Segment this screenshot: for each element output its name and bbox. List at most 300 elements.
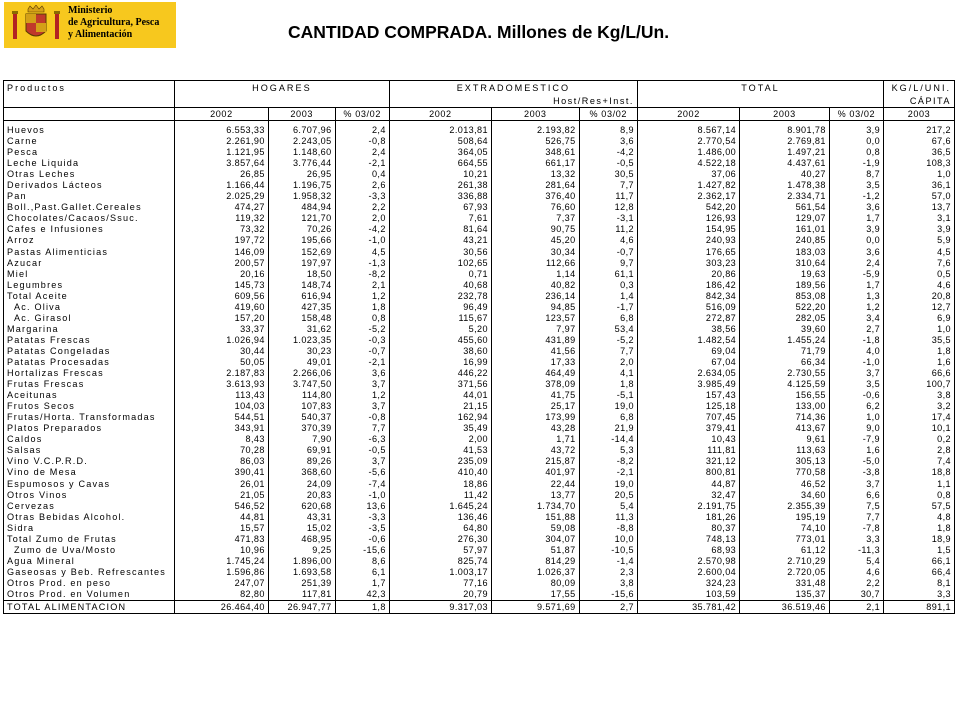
table-row (4, 523, 955, 534)
subheader-cell: 2003 (268, 108, 335, 121)
table-row (4, 357, 955, 368)
table-row (4, 291, 955, 302)
table-cell: 10,0 (579, 534, 637, 545)
table-cell: 1.166,44 (175, 180, 269, 191)
table-cell: 540,37 (268, 412, 335, 423)
product-name: Pan (4, 191, 175, 202)
table-cell: 20,83 (268, 490, 335, 501)
table-cell: 2,3 (579, 567, 637, 578)
table-cell: 18,50 (268, 269, 335, 280)
table-cell: 2.334,71 (740, 191, 830, 202)
table-cell: -1,0 (829, 357, 883, 368)
table-cell: 474,27 (175, 202, 269, 213)
product-name: Legumbres (4, 280, 175, 291)
data-table-container (3, 80, 955, 614)
table-cell: 26,95 (268, 169, 335, 180)
table-cell: 7,61 (389, 213, 491, 224)
table-cell: 2,0 (335, 213, 389, 224)
table-cell: 3,9 (884, 224, 955, 235)
table-cell: 189,56 (740, 280, 830, 291)
table-cell: 21,05 (175, 490, 269, 501)
table-cell: 6,1 (335, 567, 389, 578)
table-cell: 3,3 (884, 589, 955, 601)
table-cell: 86,03 (175, 456, 269, 467)
table-cell: 57,0 (884, 191, 955, 202)
table-cell: 282,05 (740, 313, 830, 324)
product-name: Otras Leches (4, 169, 175, 180)
table-cell: 66,6 (884, 368, 955, 379)
table-cell: 310,64 (740, 258, 830, 269)
table-cell: 6.707,96 (268, 125, 335, 136)
table-cell: 2,1 (829, 601, 883, 614)
table-cell: 1,7 (829, 213, 883, 224)
table-cell: -3,3 (335, 191, 389, 202)
product-name: Patatas Frescas (4, 335, 175, 346)
table-cell: 891,1 (884, 601, 955, 614)
table-cell: 1.734,70 (491, 501, 579, 512)
table-cell: 7,90 (268, 434, 335, 445)
table-cell: 348,61 (491, 147, 579, 158)
table-cell: 401,97 (491, 467, 579, 478)
table-cell: 1,0 (884, 324, 955, 335)
table-cell: 115,67 (389, 313, 491, 324)
table-cell: 44,87 (637, 479, 739, 490)
table-cell: 16,99 (389, 357, 491, 368)
table-cell: 304,07 (491, 534, 579, 545)
table-cell: 1.693,58 (268, 567, 335, 578)
table-cell: 324,23 (637, 578, 739, 589)
table-cell: 157,20 (175, 313, 269, 324)
table-cell: 13,7 (884, 202, 955, 213)
table-cell: -5,9 (829, 269, 883, 280)
product-name: Carne (4, 136, 175, 147)
table-cell: -15,6 (335, 545, 389, 556)
table-cell: 145,73 (175, 280, 269, 291)
table-cell: 8,7 (829, 169, 883, 180)
table-cell: 2,6 (335, 180, 389, 191)
subheader-cell: 2002 (389, 108, 491, 121)
table-cell: 5,9 (884, 235, 955, 246)
table-cell: 6,8 (579, 412, 637, 423)
table-cell: 1,5 (884, 545, 955, 556)
table-cell: 281,64 (491, 180, 579, 191)
table-cell: 8.567,14 (637, 125, 739, 136)
table-cell: 1,1 (884, 479, 955, 490)
table-cell: 66,1 (884, 556, 955, 567)
table-cell: -15,6 (579, 589, 637, 601)
table-cell: -1,3 (335, 258, 389, 269)
table-cell: 11,3 (579, 512, 637, 523)
table-cell: 197,72 (175, 235, 269, 246)
table-cell: 183,03 (740, 247, 830, 258)
table-cell: 1.482,54 (637, 335, 739, 346)
table-cell: 3.857,64 (175, 158, 269, 169)
table-cell: 10,43 (637, 434, 739, 445)
table-cell: 102,65 (389, 258, 491, 269)
table-row (4, 258, 955, 269)
table-cell: 114,80 (268, 390, 335, 401)
table-cell: 0,71 (389, 269, 491, 280)
table-cell: 11,2 (579, 224, 637, 235)
header-hogares: HOGARES (175, 81, 390, 96)
table-cell: 3,3 (829, 534, 883, 545)
table-cell: 427,35 (268, 302, 335, 313)
table-row (4, 467, 955, 478)
table-cell: -8,8 (579, 523, 637, 534)
table-cell: 50,05 (175, 357, 269, 368)
table-cell: 17,33 (491, 357, 579, 368)
table-cell: 7,7 (579, 346, 637, 357)
table-cell: 3,2 (884, 401, 955, 412)
table-cell: -0,7 (579, 247, 637, 258)
table-cell: 44,01 (389, 390, 491, 401)
table-cell: 7,7 (335, 423, 389, 434)
product-name: Arroz (4, 235, 175, 246)
table-cell: -0,6 (829, 390, 883, 401)
table-row (4, 545, 955, 556)
table-cell: 853,08 (740, 291, 830, 302)
table-cell: 376,40 (491, 191, 579, 202)
table-cell: 15,02 (268, 523, 335, 534)
subheader-cell: % 03/02 (829, 108, 883, 121)
table-cell: 0,3 (579, 280, 637, 291)
table-cell: 20,86 (637, 269, 739, 280)
table-cell: 34,60 (740, 490, 830, 501)
table-cell: -10,5 (579, 545, 637, 556)
table-row (4, 302, 955, 313)
table-cell: 7,7 (579, 180, 637, 191)
table-row (4, 434, 955, 445)
table-cell: 1.148,60 (268, 147, 335, 158)
table-cell: 22,44 (491, 479, 579, 490)
header-total: TOTAL (637, 81, 883, 96)
table-cell: 2,2 (335, 202, 389, 213)
table-cell: 173,99 (491, 412, 579, 423)
table-cell: 8,6 (335, 556, 389, 567)
table-cell: 240,85 (740, 235, 830, 246)
table-cell: 251,39 (268, 578, 335, 589)
table-cell: 413,67 (740, 423, 830, 434)
table-cell: -4,2 (335, 224, 389, 235)
product-name: Sidra (4, 523, 175, 534)
table-row (4, 512, 955, 523)
table-cell: 2.025,29 (175, 191, 269, 202)
table-cell: 516,09 (637, 302, 739, 313)
table-cell: 2.362,17 (637, 191, 739, 202)
header-row-sub (4, 95, 955, 108)
table-cell: -1,0 (335, 490, 389, 501)
table-cell: 4,6 (579, 235, 637, 246)
table-cell: 161,01 (740, 224, 830, 235)
table-cell: 26,01 (175, 479, 269, 490)
table-cell: 3,6 (335, 368, 389, 379)
table-row (4, 280, 955, 291)
table-row (4, 191, 955, 202)
table-cell: 303,23 (637, 258, 739, 269)
product-name: Frutas Frescas (4, 379, 175, 390)
table-cell: 41,75 (491, 390, 579, 401)
table-cell: 67,6 (884, 136, 955, 147)
table-cell: 336,88 (389, 191, 491, 202)
table-cell: 18,9 (884, 534, 955, 545)
table-cell: -3,1 (579, 213, 637, 224)
table-cell: 2.013,81 (389, 125, 491, 136)
table-cell: 112,66 (491, 258, 579, 269)
table-cell: 9.317,03 (389, 601, 491, 614)
table-cell: 30,23 (268, 346, 335, 357)
product-name: Cafes e Infusiones (4, 224, 175, 235)
table-cell: 19,0 (579, 479, 637, 490)
table-cell: -0,8 (335, 136, 389, 147)
table-cell: 1,14 (491, 269, 579, 280)
table-cell: 10,21 (389, 169, 491, 180)
table-row (4, 534, 955, 545)
table-row (4, 390, 955, 401)
table-cell: 1.427,82 (637, 180, 739, 191)
table-cell: 4.522,18 (637, 158, 739, 169)
table-cell: 12,8 (579, 202, 637, 213)
table-cell: 3,7 (829, 479, 883, 490)
table-cell: 247,07 (175, 578, 269, 589)
table-cell: 3,7 (335, 379, 389, 390)
table-row (4, 158, 955, 169)
table-cell: 2,7 (829, 324, 883, 335)
table-cell: 19,0 (579, 401, 637, 412)
table-cell: 0,0 (829, 235, 883, 246)
product-name: Salsas (4, 445, 175, 456)
ministry-logo (4, 2, 176, 48)
table-row (4, 147, 955, 158)
product-name: Ac. Girasol (4, 313, 175, 324)
table-cell: 1,6 (884, 357, 955, 368)
table-cell: 12,7 (884, 302, 955, 313)
table-cell: 542,20 (637, 202, 739, 213)
product-name: Patatas Procesadas (4, 357, 175, 368)
table-row (4, 335, 955, 346)
table-row (4, 202, 955, 213)
table-cell: 1.023,35 (268, 335, 335, 346)
table-cell: 4,8 (884, 512, 955, 523)
table-cell: 126,93 (637, 213, 739, 224)
table-cell: 43,21 (389, 235, 491, 246)
table-cell: -2,1 (579, 467, 637, 478)
table-cell: 468,95 (268, 534, 335, 545)
ministry-line-3: y Alimentación (68, 29, 133, 40)
table-cell: 4.437,61 (740, 158, 830, 169)
table-row (4, 346, 955, 357)
table-cell: 96,49 (389, 302, 491, 313)
table-cell: 13,77 (491, 490, 579, 501)
table-cell: 157,43 (637, 390, 739, 401)
table-cell: 3,7 (335, 456, 389, 467)
table-row (4, 490, 955, 501)
table-cell: 484,94 (268, 202, 335, 213)
table-row (4, 313, 955, 324)
table-cell: -0,6 (335, 534, 389, 545)
table-cell: 195,66 (268, 235, 335, 246)
table-cell: 3.776,44 (268, 158, 335, 169)
table-cell: 8.901,78 (740, 125, 830, 136)
table-cell: 181,26 (637, 512, 739, 523)
table-cell: 30,34 (491, 247, 579, 258)
table-row (4, 589, 955, 601)
table-cell: 2,4 (335, 125, 389, 136)
table-cell: -0,8 (335, 412, 389, 423)
table-cell: 664,55 (389, 158, 491, 169)
table-cell: 30,5 (579, 169, 637, 180)
table-cell: 3,8 (884, 390, 955, 401)
table-cell: 3,7 (335, 401, 389, 412)
table-cell: 148,74 (268, 280, 335, 291)
table-cell: 4,1 (579, 368, 637, 379)
table-row (4, 456, 955, 467)
table-row (4, 501, 955, 512)
table-cell: 40,82 (491, 280, 579, 291)
table-cell: 2.266,06 (268, 368, 335, 379)
table-cell: 1.196,75 (268, 180, 335, 191)
table-cell: 152,69 (268, 247, 335, 258)
table-row (4, 247, 955, 258)
table-cell: 89,26 (268, 456, 335, 467)
table-cell: 36.519,46 (740, 601, 830, 614)
table-cell: 67,04 (637, 357, 739, 368)
table-cell: 2.634,05 (637, 368, 739, 379)
product-name: Vino V.C.P.R.D. (4, 456, 175, 467)
table-cell: 2,8 (884, 445, 955, 456)
table-cell: -3,5 (335, 523, 389, 534)
table-cell: 186,42 (637, 280, 739, 291)
table-cell: -1,2 (829, 191, 883, 202)
table-cell: 0,2 (884, 434, 955, 445)
table-cell: 390,41 (175, 467, 269, 478)
subheader-cell: 2003 (884, 108, 955, 121)
table-cell: 305,13 (740, 456, 830, 467)
table-cell: 2,1 (335, 280, 389, 291)
table-cell: 26.947,77 (268, 601, 335, 614)
table-cell: 76,60 (491, 202, 579, 213)
product-name: Vino de Mesa (4, 467, 175, 478)
table-cell: 544,51 (175, 412, 269, 423)
product-name: Zumo de Uva/Mosto (4, 545, 175, 556)
table-cell: 10,1 (884, 423, 955, 434)
table-cell: 20,8 (884, 291, 955, 302)
table-cell: -1,4 (579, 556, 637, 567)
product-name: Azucar (4, 258, 175, 269)
table-cell: 133,00 (740, 401, 830, 412)
table-cell: 1.121,95 (175, 147, 269, 158)
table-cell: -0,5 (335, 445, 389, 456)
table-row (4, 479, 955, 490)
table-cell: 158,48 (268, 313, 335, 324)
table-cell: 73,32 (175, 224, 269, 235)
table-row (4, 136, 955, 147)
table-cell: 66,34 (740, 357, 830, 368)
table-cell: 3.747,50 (268, 379, 335, 390)
table-cell: 1.745,24 (175, 556, 269, 567)
table-cell: 49,01 (268, 357, 335, 368)
table-cell: 2.355,39 (740, 501, 830, 512)
table-cell: 19,63 (740, 269, 830, 280)
table-cell: 8,1 (884, 578, 955, 589)
table-cell: 4.125,59 (740, 379, 830, 390)
ministry-line-2: de Agricultura, Pesca (68, 17, 160, 28)
table-cell: 331,48 (740, 578, 830, 589)
table-cell: 151,88 (491, 512, 579, 523)
table-cell: 2,0 (579, 357, 637, 368)
table-cell: 2.710,29 (740, 556, 830, 567)
table-cell: 3,9 (829, 224, 883, 235)
table-cell: -5,0 (829, 456, 883, 467)
table-cell: -6,3 (335, 434, 389, 445)
table-cell: 39,60 (740, 324, 830, 335)
table-cell: -0,5 (579, 158, 637, 169)
product-name: Hortalizas Frescas (4, 368, 175, 379)
table-row (4, 368, 955, 379)
table-cell: 43,72 (491, 445, 579, 456)
table-cell: 44,81 (175, 512, 269, 523)
table-cell: 2.720,05 (740, 567, 830, 578)
table-cell: 24,09 (268, 479, 335, 490)
table-cell: 43,31 (268, 512, 335, 523)
header-extradomestico-sub: Host/Res+Inst. (389, 95, 637, 108)
subheader-cell: 2002 (637, 108, 739, 121)
table-cell: 25,17 (491, 401, 579, 412)
ministry-name (68, 5, 159, 41)
table-cell: 2.600,04 (637, 567, 739, 578)
table-cell: 7,5 (829, 501, 883, 512)
table-cell: -4,2 (579, 147, 637, 158)
table-cell: 3.613,93 (175, 379, 269, 390)
table-cell: 9.571,69 (491, 601, 579, 614)
page-title: CANTIDAD COMPRADA. Millones de Kg/L/Un. (288, 22, 670, 42)
table-cell: 609,56 (175, 291, 269, 302)
table-cell: 6,8 (579, 313, 637, 324)
table-row (4, 224, 955, 235)
table-cell: 343,91 (175, 423, 269, 434)
table-cell: 18,8 (884, 467, 955, 478)
table-cell: -11,3 (829, 545, 883, 556)
table-cell: 616,94 (268, 291, 335, 302)
ministry-line-1: Ministerio (68, 5, 113, 16)
header-row-groups (4, 81, 955, 96)
table-cell: -8,2 (335, 269, 389, 280)
table-cell: 1,2 (335, 390, 389, 401)
table-cell: 31,62 (268, 324, 335, 335)
table-cell: 0,4 (335, 169, 389, 180)
table-cell: 195,19 (740, 512, 830, 523)
table-cell: 135,37 (740, 589, 830, 601)
table-cell: 35,49 (389, 423, 491, 434)
table-cell: 71,79 (740, 346, 830, 357)
table-cell: 36,5 (884, 147, 955, 158)
product-name: Ac. Oliva (4, 302, 175, 313)
table-cell: 2.187,83 (175, 368, 269, 379)
table-cell: -3,8 (829, 467, 883, 478)
table-cell: 30,44 (175, 346, 269, 357)
subheader-cell: 2003 (491, 108, 579, 121)
table-cell: 2,4 (335, 147, 389, 158)
table-cell: 123,57 (491, 313, 579, 324)
table-cell: 0,8 (884, 490, 955, 501)
table-cell: 21,9 (579, 423, 637, 434)
product-name: Total Aceite (4, 291, 175, 302)
product-name: Espumosos y Cavas (4, 479, 175, 490)
product-name: Aceitunas (4, 390, 175, 401)
table-cell: 20,5 (579, 490, 637, 501)
table-cell: 2.243,05 (268, 136, 335, 147)
table-cell: 38,56 (637, 324, 739, 335)
table-cell: 197,97 (268, 258, 335, 269)
